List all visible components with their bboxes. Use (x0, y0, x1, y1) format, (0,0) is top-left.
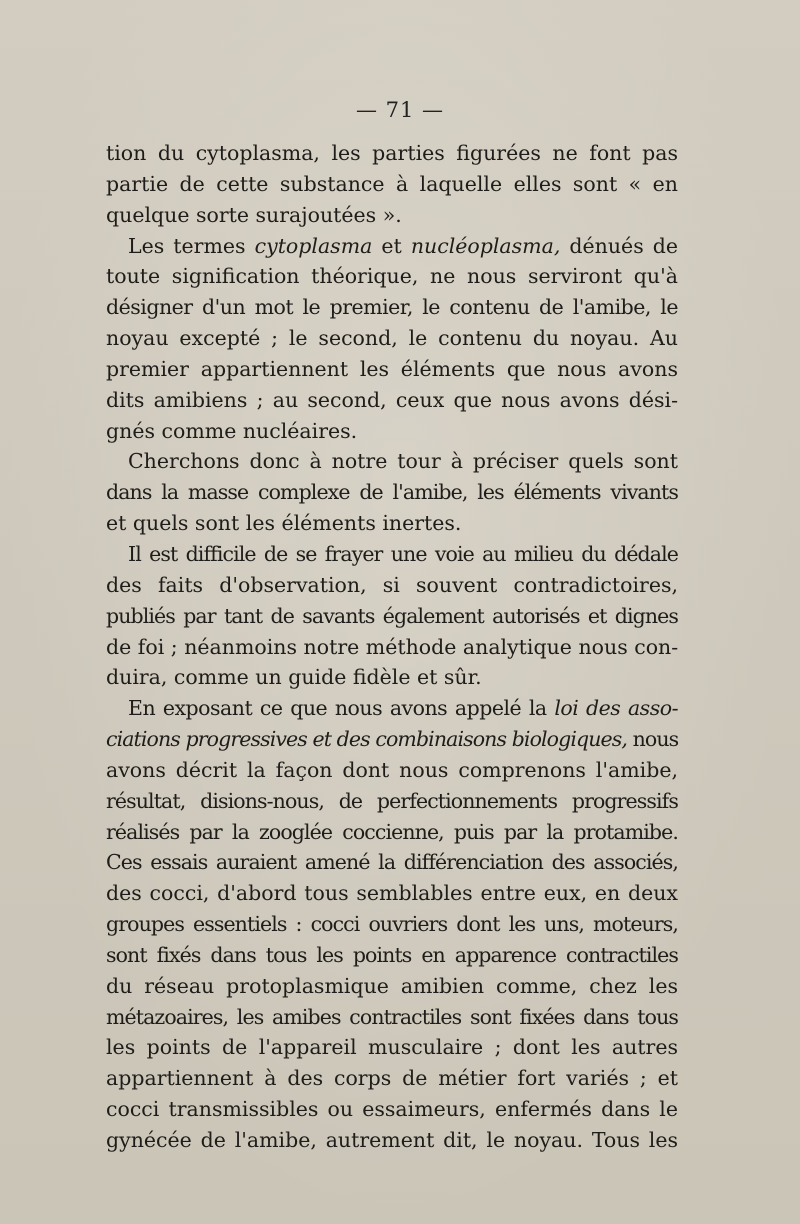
text-line (106, 662, 678, 693)
text-run: En exposant ce que nous avons appelé la (128, 696, 555, 721)
text-run: dits amibiens ; au second, ceux que nous avons dési- (106, 387, 678, 412)
text-run: sont fixés dans tous les points en apparence contractiles (106, 942, 678, 967)
text-line (106, 508, 678, 539)
text-line (106, 632, 678, 663)
italic-text: cytoplasma (254, 233, 373, 258)
text-run: et (372, 233, 411, 258)
text-run: Les termes (128, 233, 255, 258)
text-line (106, 1002, 678, 1033)
text-run: de foi ; néanmoins notre méthode analytique nous con- (106, 634, 679, 659)
italic-text: nucléoplasma, (410, 233, 561, 258)
text-line (106, 354, 678, 385)
text-run: résultat, disions-nous, de perfectionnements progressifs (106, 788, 678, 813)
text-line (106, 817, 678, 848)
text-line (106, 601, 678, 632)
text-run: groupes essentiels : cocci ouvriers dont les uns, moteurs, (106, 912, 678, 937)
text-line (106, 231, 678, 262)
text-run: quelque sorte surajoutées ». (106, 202, 402, 227)
text-line (106, 385, 678, 416)
text-line (106, 940, 678, 971)
text-line (106, 847, 678, 878)
text-line (106, 1063, 678, 1094)
text-line (106, 755, 678, 786)
text-run: réalisés par la zooglée coccienne, puis par la protamibe. (106, 819, 678, 844)
text-line (106, 261, 678, 292)
text-run: gynécée de l'amibe, autrement dit, le noyau. Tous les (106, 1128, 678, 1152)
text-line (106, 693, 678, 724)
text-run: dans la masse complexe de l'amibe, les éléments vivants (106, 480, 678, 505)
body-text (106, 138, 678, 1156)
text-line (106, 724, 678, 755)
text-line (106, 446, 678, 477)
text-run: cocci transmissibles ou essaimeurs, enfermés dans le (106, 1097, 678, 1122)
text-line (106, 878, 678, 909)
text-run: Ces essais auraient amené la différenciation des associés, (106, 850, 678, 875)
text-line (106, 477, 678, 508)
text-run: nous (627, 727, 679, 752)
text-run: métazoaires, les amibes contractiles sont fixées dans tous (106, 1004, 678, 1029)
text-run: dénués de (560, 233, 679, 258)
text-line (106, 1094, 678, 1125)
text-run: les points de l'appareil musculaire ; dont les autres (106, 1035, 678, 1060)
text-run: publiés par tant de savants également autorisés et dignes (106, 603, 678, 628)
italic-text: ciations progressives et des combinaisons biologiques, (106, 727, 627, 752)
text-run: duira, comme un guide fidèle et sûr. (106, 665, 482, 690)
text-run: désigner d'un mot le premier, le contenu de l'amibe, le (106, 295, 678, 320)
text-line (106, 1125, 678, 1156)
italic-text: loi des asso- (554, 696, 678, 721)
text-run: premier appartiennent les éléments que nous avons (106, 356, 678, 381)
text-line (106, 138, 678, 169)
text-run: Il est difficile de se frayer une voie au milieu du dédale (128, 541, 678, 566)
page-number: — 71 — (355, 98, 445, 122)
text-line (106, 539, 678, 570)
text-line (106, 416, 678, 447)
text-run: tion du cytoplasma, les parties figurées ne font pas (106, 141, 678, 165)
text-line (106, 323, 678, 354)
text-line (106, 200, 678, 231)
text-run: appartiennent à des corps de métier fort variés ; et (106, 1066, 678, 1091)
text-run: du réseau protoplasmique amibien comme, chez les (106, 973, 678, 998)
text-line (106, 786, 678, 817)
text-line (106, 292, 678, 323)
text-line (106, 570, 678, 601)
text-run: avons décrit la façon dont nous comprenons l'amibe, (106, 757, 678, 782)
text-run: des cocci, d'abord tous semblables entre eux, en deux (106, 881, 678, 906)
text-line (106, 169, 678, 200)
text-line (106, 1032, 678, 1063)
text-line (106, 909, 678, 940)
text-run: gnés comme nucléaires. (106, 418, 358, 443)
text-run: et quels sont les éléments inertes. (106, 511, 462, 536)
text-run: des faits d'observation, si souvent contradictoires, (106, 572, 678, 597)
text-line (106, 971, 678, 1002)
text-run: noyau excepté ; le second, le contenu du noyau. Au (106, 326, 678, 351)
text-run: partie de cette substance à laquelle elles sont « en (106, 171, 678, 196)
text-run: Cherchons donc à notre tour à préciser quels sont (128, 449, 678, 474)
text-run: toute signification théorique, ne nous serviront qu'à (106, 264, 678, 289)
